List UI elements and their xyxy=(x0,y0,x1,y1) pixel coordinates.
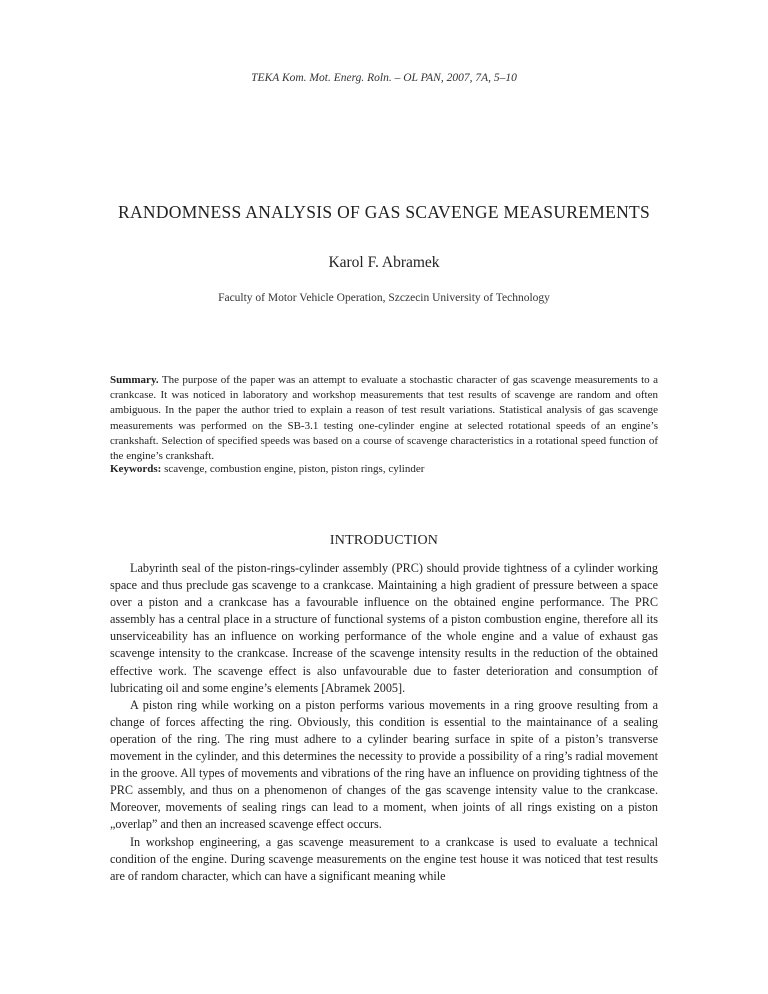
author-affiliation: Faculty of Motor Vehicle Operation, Szczecin University of Technology xyxy=(218,292,550,304)
introduction-body xyxy=(110,560,658,885)
paper-title: RANDOMNESS ANALYSIS OF GAS SCAVENGE MEASUREMENTS xyxy=(117,202,651,222)
journal-header: TEKA Kom. Mot. Energ. Roln. – OL PAN, 2007, 7A, 5–10 xyxy=(251,72,517,84)
body-paragraph: Labyrinth seal of the piston-rings-cylinder assembly (PRC) should provide tightness of a cylinder working space and thus preclude gas scavenge to a crankcase. Maintaining a high gradient of pressure between a space over a piston and a crankcase has a favourable influence on the obtained engine performance. The PRC assembly has a central place in a structure of functional systems of a piston combustion engine, therefore all its unserviceability has an influence on working performance of the whole engine and a value of exhaust gas scavenge intensity to the crankcase. Increase of the scavenge intensity results in the reduction of the obtained effective work. The scavenge effect is also unfavourable due to faster deterioration and consumption of lubricating oil and some engine’s elements [Abramek 2005]. xyxy=(110,561,658,695)
keywords-block xyxy=(110,462,658,477)
author-name: Karol F. Abramek xyxy=(328,254,440,271)
body-paragraph: In workshop engineering, a gas scavenge measurement to a crankcase is used to evaluate a technical condition of the engine. During scavenge measurements on the engine test house it was noticed that test results are of random character, which can have a significant meaning while xyxy=(110,834,658,883)
summary-block xyxy=(110,373,658,464)
keywords-label: Keywords: xyxy=(110,463,162,475)
keywords-text: scavenge, combustion engine, piston, piston rings, cylinder xyxy=(161,463,425,475)
summary-text: The purpose of the paper was an attempt to evaluate a stochastic character of gas scavenge measurements to a crankcase. It was noticed in laboratory and workshop measurements that test results of scavenge are random and often ambiguous. In the paper the author tried to explain a reason of test result variations. Statistical analysis of gas scavenge measurements was performed on the SB-3.1 testing one-cylinder engine at selected rotational speeds of an engine’s crankshaft. Selection of specified speeds was based on a course of scavenge characteristics in a rotational speed function of the engine’s crankshaft. xyxy=(110,374,658,463)
section-heading-introduction: INTRODUCTION xyxy=(329,533,439,548)
summary-label: Summary. xyxy=(110,374,159,386)
body-paragraph: A piston ring while working on a piston performs various movements in a ring groove resulting from a change of forces affecting the ring. Obviously, this condition is essential to the maintainance of a sealing operation of the ring. The ring must adhere to a cylinder bearing surface in spite of a piston’s transverse movement in the cylinder, and this determines the necessity to provide a possibility of a ring’s radial movement in the groove. All types of movements and vibrations of the ring have an influence on providing tightness of the PRC assembly, and thus on a phenomenon of changes of the gas scavenge intensity value to the crankcase. Moreover, movements of sealing rings can lead to a moment, when joints of all rings existing on a piston „overlap” and then an increased scavenge effect occurs. xyxy=(110,697,658,832)
